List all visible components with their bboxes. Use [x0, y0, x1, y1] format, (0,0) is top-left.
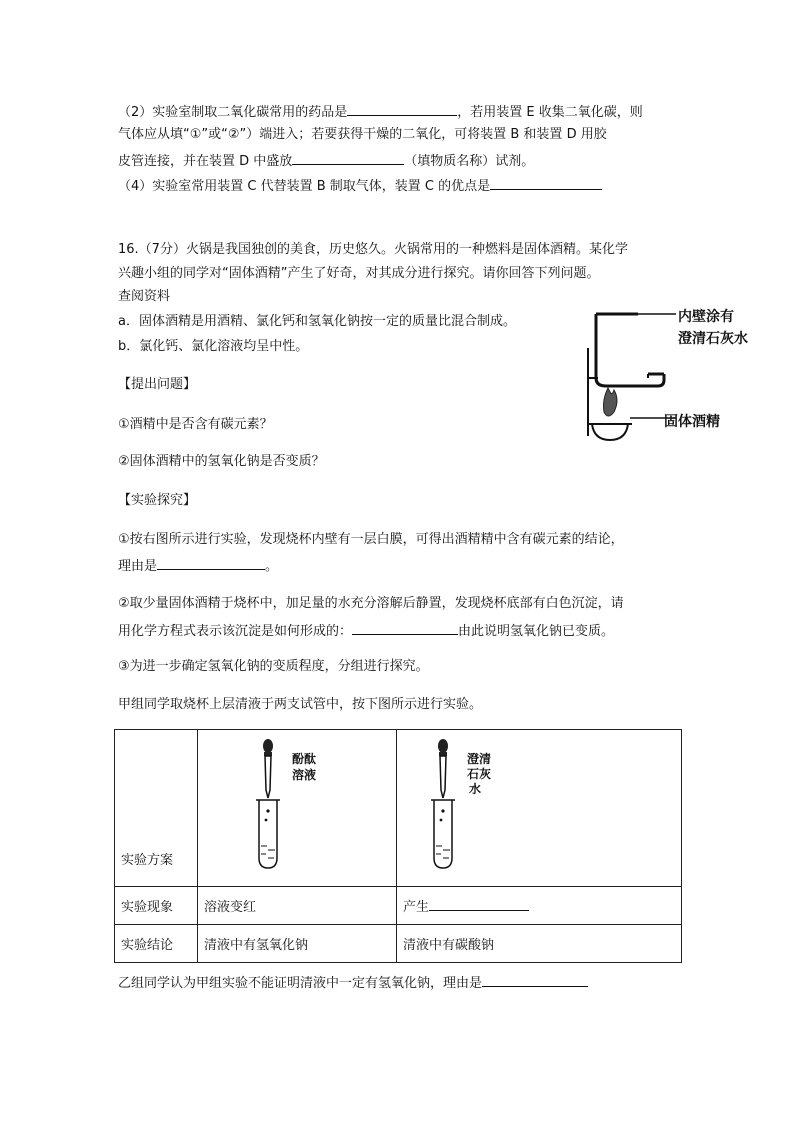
- plan-cell-2: [397, 730, 682, 887]
- answer-blank[interactable]: [292, 150, 404, 165]
- plan-cell-1: [198, 730, 397, 887]
- experiment-table: [114, 729, 682, 963]
- group-b-text: 乙组同学认为甲组实验不能证明清液中一定有氢氧化钠，理由是: [118, 972, 588, 993]
- part2-line1: （2）实验室制取二氧化碳常用的药品是 ，若用装置 E 收集二氧化碳，则: [118, 101, 643, 122]
- conclusion-1: 清液中有氢氧化钠: [198, 925, 397, 963]
- answer-blank[interactable]: [157, 555, 265, 570]
- figure-label-wall-2: 澄清石灰水: [678, 331, 748, 347]
- explore-1a: ①按右图所示进行实验，发现烧杯内壁有一层白膜，可得出酒精精中含有碳元素的结论，: [118, 532, 624, 547]
- ask-title: 【提出问题】: [118, 377, 197, 392]
- ref-b: b．氯化钙、氯化溶液均呈中性。: [118, 339, 309, 354]
- figure-label-fuel: 固体酒精: [664, 414, 720, 430]
- answer-blank[interactable]: [429, 896, 529, 911]
- phenomenon-2: 产生: [397, 887, 682, 925]
- group-a-text: 甲组同学取烧杯上层清液于两支试管中，按下图所示进行实验。: [118, 697, 483, 712]
- row-label-conclusion: 实验结论: [115, 925, 198, 963]
- answer-blank[interactable]: [352, 620, 458, 635]
- row-label-plan: 实验方案: [115, 730, 198, 887]
- ask-1: ①酒精中是否含有碳元素？: [118, 417, 273, 432]
- explore-title: 【实验探究】: [118, 493, 197, 508]
- answer-blank[interactable]: [482, 972, 588, 987]
- conclusion-2: 清液中有碳酸钠: [397, 925, 682, 963]
- explore-1b: 理由是 。: [118, 555, 278, 576]
- fuel-dish: [592, 424, 628, 440]
- ref-title: 查阅资料: [118, 289, 171, 304]
- phenomenon-1: 溶液变红: [198, 887, 397, 925]
- figure-label-wall-1: 内壁涂有: [678, 309, 734, 325]
- part4-line: （4）实验室常用装置 C 代替装置 B 制取气体，装置 C 的优点是: [118, 175, 602, 196]
- q16-intro-1: 16.（7分）火锅是我国独创的美食，历史悠久。火锅常用的一种燃料是固体酒精。某化学: [118, 242, 628, 257]
- explore-2a: ②取少量固体酒精于烧杯中，加足量的水充分溶解后静置，发现烧杯底部有白色沉淀，请: [118, 596, 624, 611]
- flame-icon: [604, 388, 618, 416]
- reagent-label-1b: 溶液: [292, 768, 317, 782]
- answer-blank[interactable]: [490, 175, 602, 190]
- explore-2b: 用化学方程式表示该沉淀是如何形成的： 由此说明氢氧化钠已变质。: [118, 620, 614, 641]
- q16-intro-2: 兴趣小组的同学对“固体酒精”产生了好奇，对其成分进行探究。请你回答下列问题。: [118, 266, 600, 281]
- explore-3: ③为进一步确定氢氧化钠的变质程度，分组进行探究。: [118, 659, 429, 674]
- part2-line2: 气体应从填“①”或“②”）端进入；若要获得干燥的二氧化，可将装置 B 和装置 D 用胶: [118, 127, 607, 142]
- answer-blank[interactable]: [347, 101, 457, 116]
- ask-2: ②固体酒精中的氢氧化钠是否变质？: [118, 454, 325, 469]
- ref-a: a．固体酒精是用酒精、氯化钙和氢氧化钠按一定的质量比混合制成。: [118, 314, 516, 329]
- reagent-label-1a: 酚酞: [292, 752, 317, 766]
- reagent-label-2c: 水: [469, 782, 482, 796]
- row-label-phenomenon: 实验现象: [115, 887, 198, 925]
- reagent-label-2a: 澄清: [467, 752, 492, 766]
- reagent-label-2b: 石灰: [467, 767, 492, 781]
- part2-line3: 皮管连接，并在装置 D 中盛放 （填物质名称）试剂。: [118, 150, 534, 171]
